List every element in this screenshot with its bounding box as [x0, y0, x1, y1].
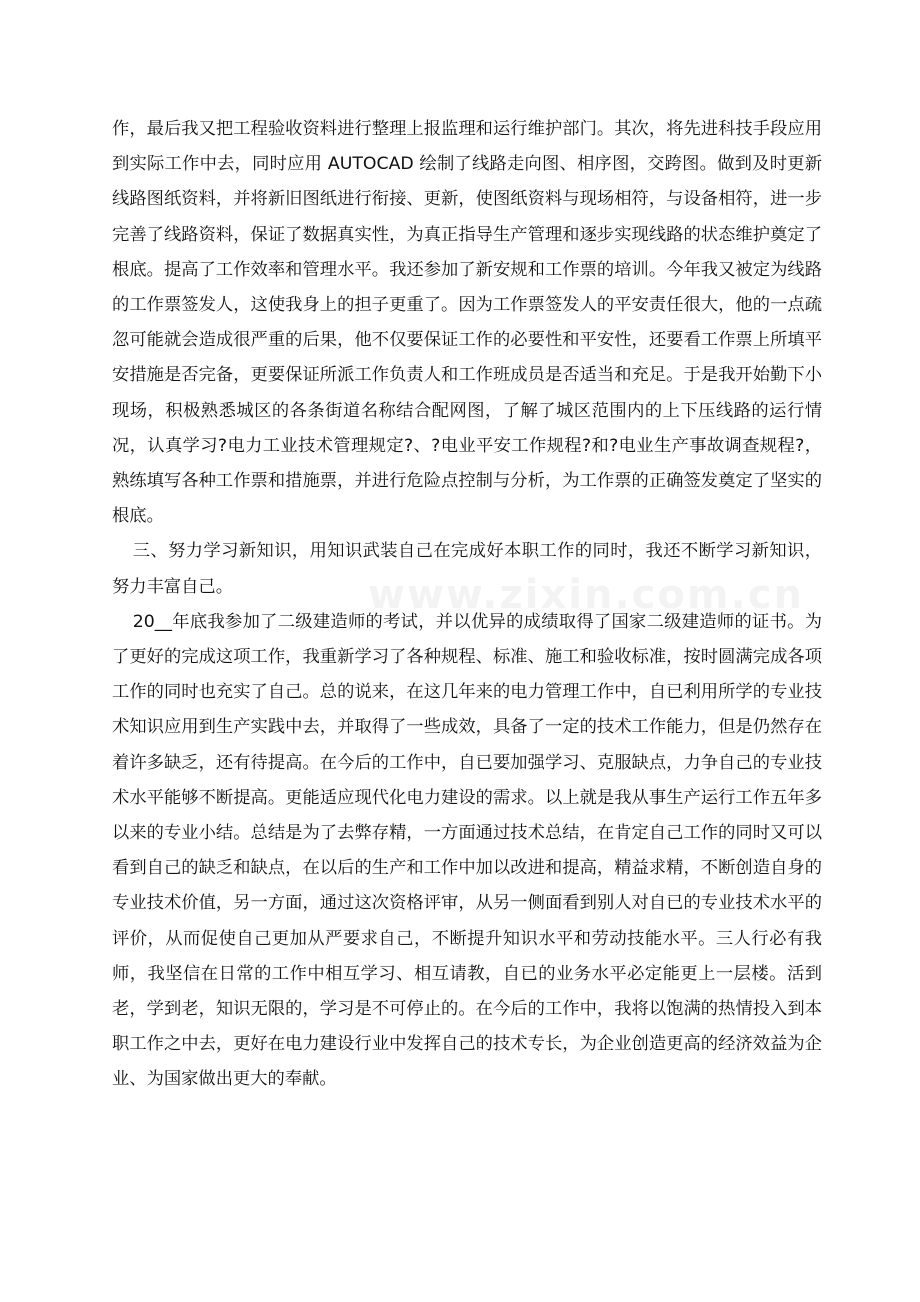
paragraph-summary: 20__年底我参加了二级建造师的考试，并以优异的成绩取得了国家二级建造师的证书。为了更好的完成这项工作，我重新学习了各种规程、标准、施工和验收标准，按时圆满完成各项工作的同时也充实了自己。总的说来，在这几年来的电力管理工作中，自已利用所学的专业技术知识应用到生产实践中去，并取得了一些成效，具备了一定的技术工作能力，但是仍然存在着许多缺乏，还有待提高。在今后的工作中，自已要加强学习、克服缺点，力争自己的专业技术水平能够不断提高。更能适应现代化电力建设的需求。以上就是我从事生产运行工作五年多以来的专业小结。总结是为了去弊存精，一方面通过技术总结，在肯定自己工作的同时又可以看到自己的缺乏和缺点，在以后的生产和工作中加以改进和提高，精益求精，不断创造自身的专业技术价值，另一方面，通过这次资格评审，从另一侧面看到别人对自已的专业技术水平的评价，从而促使自己更加从严要求自己，不断提升知识水平和劳动技能水平。三人行必有我师，我坚信在日常的工作中相互学习、相互请教，自已的业务水平必定能更上一层楼。活到老，学到老，知识无限的，学习是不可停止的。在今后的工作中，我将以饱满的热情投入到本职工作之中去，更好在电力建设行业中发挥自己的技术专长，为企业创造更高的经济效益为企业、为国家做出更大的奉献。: [112, 611, 822, 1090]
paragraph-continuation: 作，最后我又把工程验收资料进行整理上报监理和运行维护部门。其次，将先进科技手段应用到实际工作中去，同时应用 AUTOCAD 绘制了线路走向图、相序图，交跨图。做到及时更新线路图纸资料，并将新旧图纸进行衔接、更新，使图纸资料与现场相符，与设备相符，进一步完善了线路资料，保证了数据真实性，为真正指导生产管理和逐步实现线路的状态维护奠定了根底。提高了工作效率和管理水平。我还参加了新安规和工作票的培训。今年我又被定为线路的工作票签发人，这使我身上的担子更重了。因为工作票签发人的平安责任很大，他的一点疏忽可能就会造成很严重的后果，他不仅要保证工作的必要性和平安性，还要看工作票上所填平安措施是否完备，更要保证所派工作负责人和工作班成员是否适当和充足。于是我开始勤下小现场，积极熟悉城区的各条街道名称结合配网图，了解了城区范围内的上下压线路的运行情况，认真学习?电力工业技术管理规定?、?电业平安工作规程?和?电业生产事故调查规程?，熟练填写各种工作票和措施票，并进行危险点控制与分析，为工作票的正确签发奠定了坚实的根底。: [112, 119, 822, 527]
paragraph-section-three: 三、努力学习新知识，用知识武装自己在完成好本职工作的同时，我还不断学习新知识，努力丰富自己。: [112, 541, 822, 597]
document-body: [112, 112, 822, 1098]
watermark-text: www.zixin.com.cn: [368, 572, 804, 618]
